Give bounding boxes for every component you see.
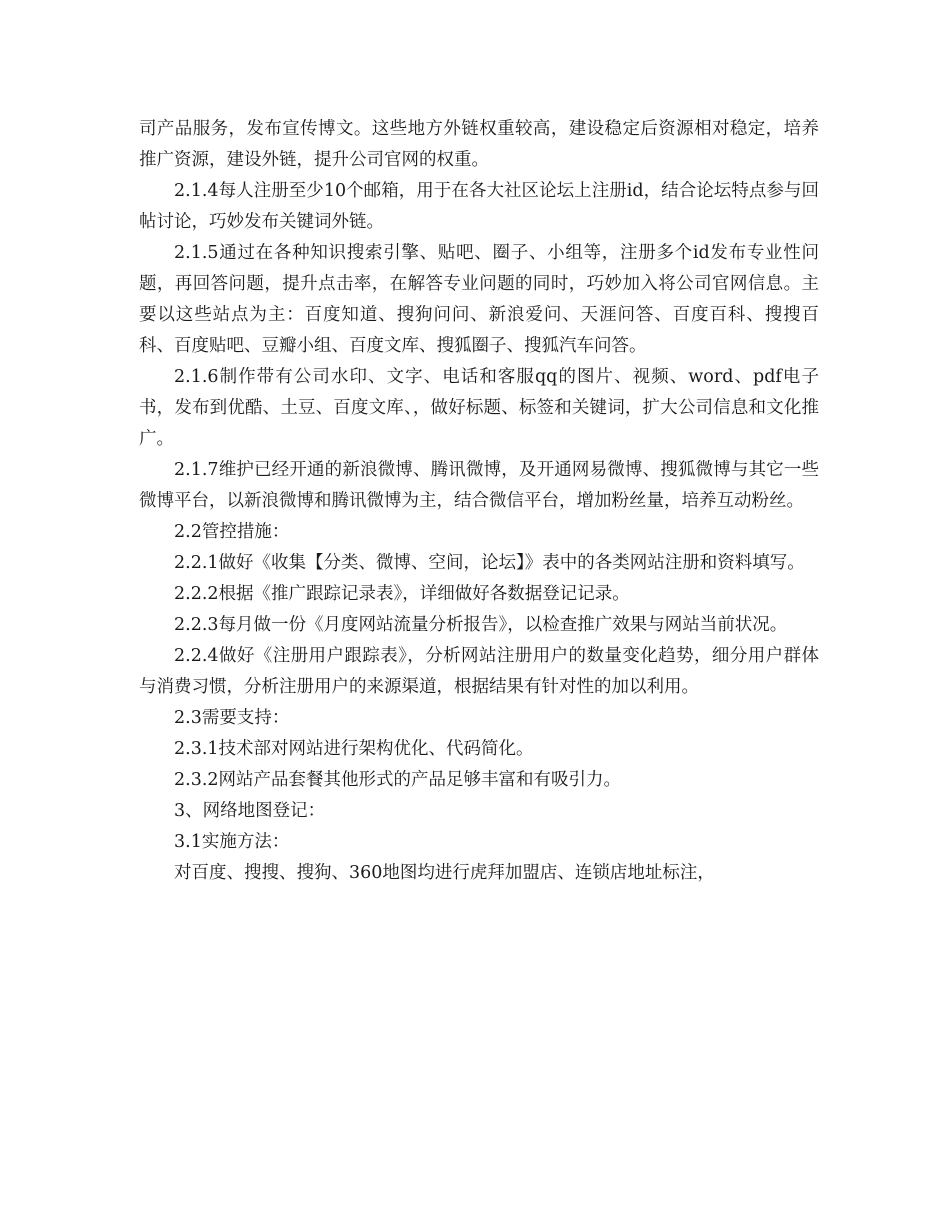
paragraph: 2.3.2网站产品套餐其他形式的产品足够丰富和有吸引力。: [174, 770, 622, 790]
paragraph: 2.1.7维护已经开通的新浪微博、腾讯微博，及开通网易微博、搜狐微博与其它一些微博平台，以新浪微博和腾讯微博为主，结合微信平台，增加粉丝量，培养互动粉丝。: [139, 460, 819, 511]
paragraph: 2.2.2根据《推广跟踪记录表》，详细做好各数据登记记录。: [174, 584, 630, 604]
paragraph: 2.1.4每人注册至少10个邮箱，用于在各大社区论坛上注册id，结合论坛特点参与回帖讨论，巧妙发布关键词外链。: [139, 181, 819, 232]
paragraph: 2.3.1技术部对网站进行架构优化、代码简化。: [174, 739, 534, 759]
paragraph: 对百度、搜搜、搜狗、360地图均进行虎拜加盟店、连锁店地址标注，: [174, 863, 715, 883]
section-heading: 2.3需要支持：: [174, 708, 290, 728]
paragraph: 2.1.6制作带有公司水印、文字、电话和客服qq的图片、视频、word、pdf电子书，发布到优酷、土豆、百度文库、，做好标题、标签和关键词，扩大公司信息和文化推广。: [139, 367, 819, 449]
paragraph: 2.2.1做好《收集【分类、微博、空间，论坛】》表中的各类网站注册和资料填写。: [174, 553, 805, 573]
paragraph: 司产品服务，发布宣传博文。这些地方外链权重较高，建设稳定后资源相对稳定，培养推广资源，建设外链，提升公司官网的权重。: [139, 119, 819, 170]
paragraph: 2.2.3每月做一份《月度网站流量分析报告》，以检查推广效果与网站当前状况。: [174, 615, 788, 635]
section-heading: 3.1实施方法：: [174, 832, 290, 852]
section-heading: 3、网络地图登记：: [174, 801, 326, 821]
paragraph: 2.1.5通过在各种知识搜索引擎、贴吧、圈子、小组等，注册多个id发布专业性问题，再回答问题，提升点击率，在解答专业问题的同时，巧妙加入将公司官网信息。主要以这些站点为主：百度知道、搜狗问问、新浪爱问、天涯问答、百度百科、搜搜百科、百度贴吧、豆瓣小组、百度文库、搜狐圈子、搜狐汽车问答。: [139, 243, 819, 356]
document-body: [139, 114, 819, 889]
paragraph: 2.2.4做好《注册用户跟踪表》，分析网站注册用户的数量变化趋势，细分用户群体与消费习惯，分析注册用户的来源渠道，根据结果有针对性的加以利用。: [139, 646, 819, 697]
section-heading: 2.2管控措施：: [174, 522, 290, 542]
